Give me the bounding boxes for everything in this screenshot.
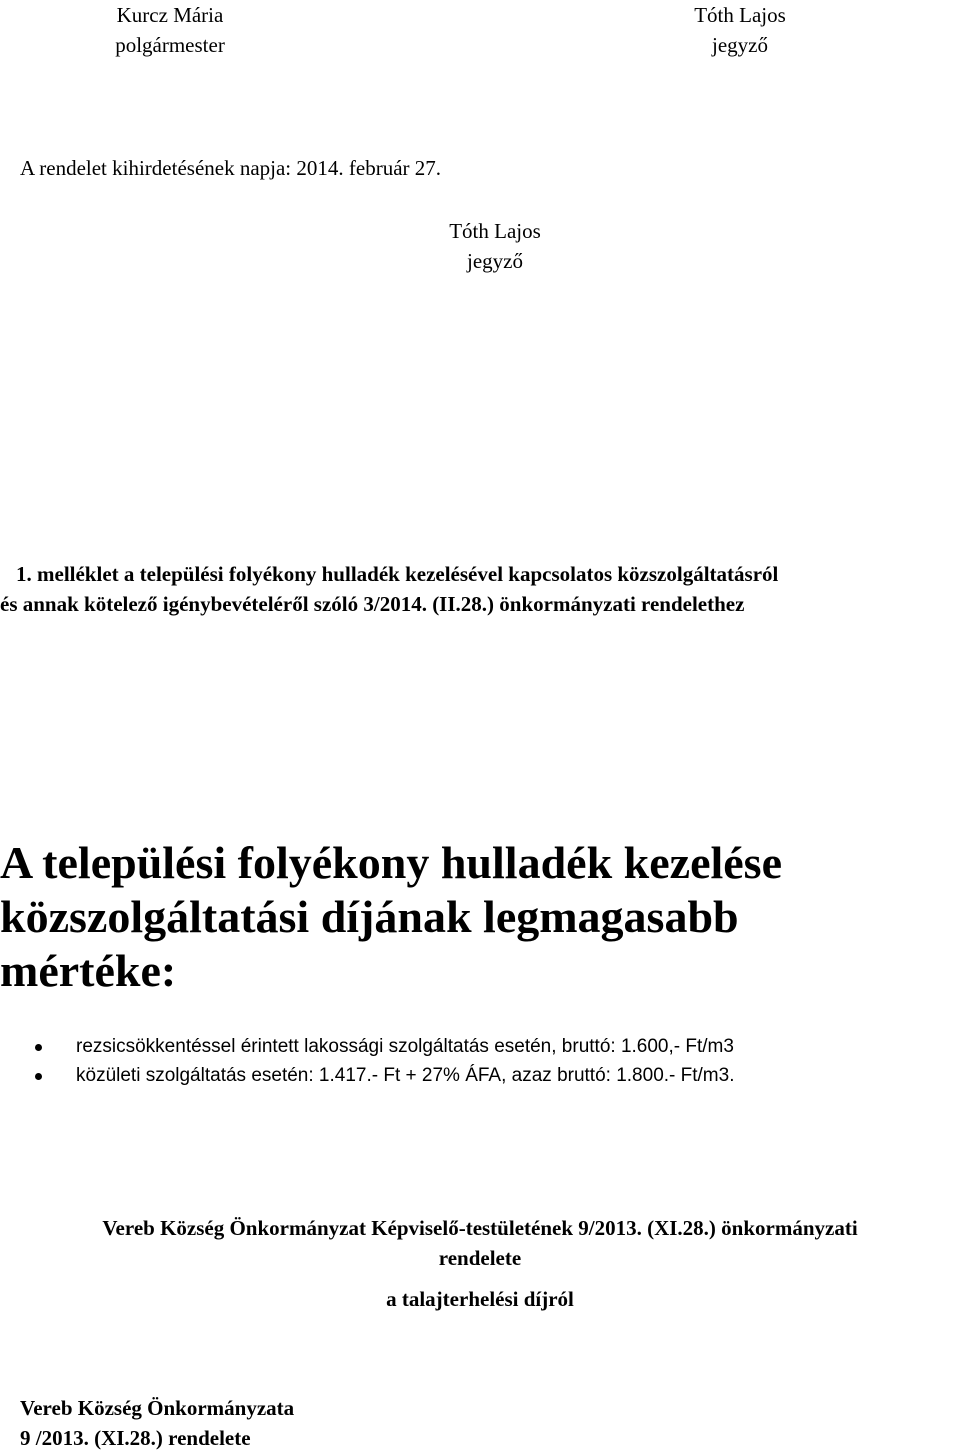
- fee-institutional: közületi szolgáltatás esetén: 1.417.- Ft + 27% ÁFA, azaz bruttó: 1.800.- Ft/m3.: [76, 1065, 735, 1086]
- notary-role-top: jegyző: [712, 33, 768, 57]
- notary-name-bottom: Tóth Lajos: [449, 219, 541, 243]
- mayor-role: polgármester: [115, 33, 225, 57]
- decree-title-line-2: rendelete: [438, 1246, 522, 1270]
- bullet-icon: [35, 1044, 42, 1051]
- main-heading-line-3: mértéke:: [0, 945, 177, 996]
- fee-list: [0, 1033, 734, 1091]
- annex-title-line-1: 1. melléklet a települési folyékony hulladék kezelésével kapcsolatos közszolgáltatásról: [16, 562, 779, 586]
- annex-title-line-2: és annak kötelező igénybevételéről szóló 3/2014. (II.28.) önkormányzati rendelethez: [0, 592, 745, 616]
- main-heading: [0, 836, 960, 998]
- list-item: [0, 1062, 734, 1091]
- notary-signature-bottom: [400, 216, 590, 276]
- mayor-name: Kurcz Mária: [116, 3, 224, 27]
- bullet-icon: [35, 1073, 42, 1080]
- footer-line-2: 9 /2013. (XI.28.) rendelete: [20, 1426, 251, 1450]
- mayor-signature: [0, 0, 340, 60]
- fee-residential: rezsicsökkentéssel érintett lakossági szolgáltatás esetén, bruttó: 1.600,- Ft/m3: [76, 1036, 734, 1057]
- footer-line-1: Vereb Község Önkormányzata: [20, 1396, 295, 1420]
- notary-signature-top: [640, 0, 840, 60]
- notary-role-bottom: jegyző: [467, 249, 523, 273]
- main-heading-line-2: közszolgáltatási díjának legmagasabb: [0, 891, 739, 942]
- decree-title-line-1: Vereb Község Önkormányzat Képviselő-testületének 9/2013. (XI.28.) önkormányzati: [102, 1216, 858, 1240]
- notary-name-top: Tóth Lajos: [694, 3, 786, 27]
- main-heading-line-1: A települési folyékony hulladék kezelése: [0, 837, 782, 888]
- list-item: [0, 1033, 734, 1062]
- footer-block: [20, 1393, 294, 1453]
- decree-title: [0, 1213, 960, 1273]
- annex-title: [0, 559, 960, 619]
- publication-date: A rendelet kihirdetésének napja: 2014. február 27.: [20, 156, 442, 180]
- decree-subtitle: a talajterhelési díjról: [386, 1287, 574, 1311]
